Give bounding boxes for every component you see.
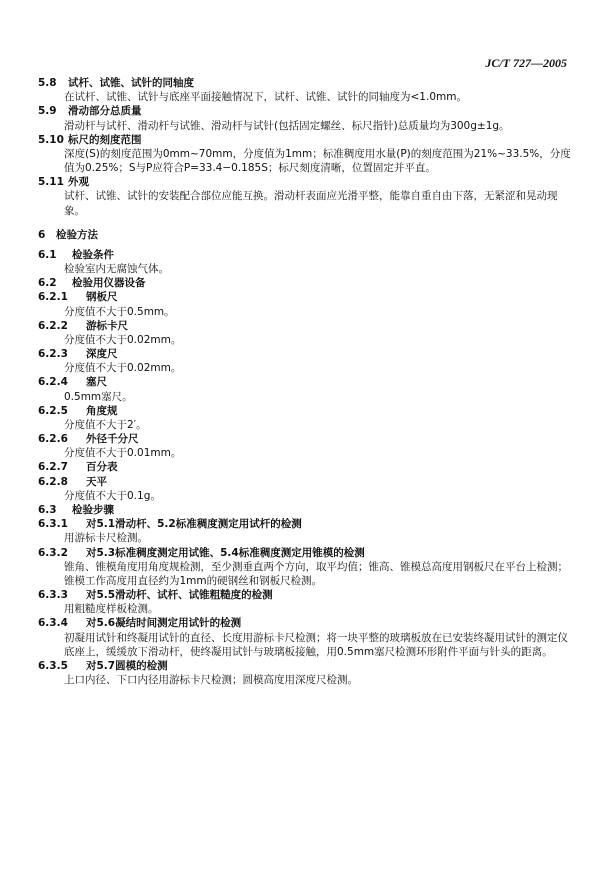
subsection-heading: 6.3.5 对5.7圆模的检测 (38, 659, 168, 672)
subsection-heading: 6.3.3 对5.5滑动杆、试杆、试锥粗糙度的检测 (38, 589, 273, 602)
section-text: 分度值不大于0.1g。 (64, 489, 161, 502)
subsection-heading: 6.3.4 对5.6凝结时间测定用试针的检测 (38, 617, 242, 630)
subsection-heading: 6.2.5 角度规 (38, 404, 118, 417)
section-heading: 5.10 标尺的刻度范围 (38, 133, 142, 146)
section-heading: 6.1 检验条件 (38, 248, 114, 261)
section-heading: 5.9 滑动部分总质量 (38, 105, 142, 118)
section-text: 滑动杆与试杆、滑动杆与试锥、滑动杆与试针(包括固定螺丝、标尺指针)总质量均为300g±1g。 (64, 119, 510, 132)
subsection-heading: 6.2.2 游标卡尺 (38, 319, 128, 332)
section-heading: 6.2 检验用仪器设备 (38, 277, 146, 290)
section-text: 在试杆、试锥、试针与底座平面接触情况下，试杆、试锥、试针的同轴度为<1.0mm。 (64, 91, 467, 104)
section-heading: 5.8 试杆、试锥、试针的同轴度 (38, 77, 194, 89)
section-text: 试杆、试锥、试针的安装配合部位应能互换。滑动杆表面应光滑平整，能靠自重自由下落，无紧涩和晃动现象。 (64, 190, 558, 217)
section-text: 分度值不大于0.01mm。 (64, 447, 182, 460)
subsection-heading: 6.3.2 对5.3标准稠度测定用试锥、5.4标准稠度测定用锥模的检测 (38, 546, 365, 559)
section-text: 深度(S)的刻度范围为0mm~70mm，分度值为1mm；标准稠度用水量(P)的刻度范围为21%~33.5%，分度值为0.25%；S与P应符合P=33.4−0.185S；标尺刻度清晰，位置固定并平直。 (64, 147, 571, 175)
section-text: 0.5mm塞尺。 (64, 390, 133, 403)
subsection-heading: 6.2.7 百分表 (38, 461, 118, 474)
chapter-heading: 6 检验方法 (38, 228, 98, 241)
document-body (38, 76, 578, 687)
section-heading: 6.3 检验步骤 (38, 503, 114, 516)
subsection-heading: 6.2.6 外径千分尺 (38, 433, 139, 446)
section-text: 检验室内无腐蚀气体。 (64, 263, 169, 276)
section-text: 上口内径、下口内径用游标卡尺检测；圆模高度用深度尺检测。 (64, 674, 358, 687)
subsection-heading: 6.2.1 钢板尺 (38, 291, 118, 304)
section-text: 分度值不大于0.02mm。 (64, 362, 182, 375)
section-text: 锥角、锥模角度用角度规检测，至少测垂直两个方向，取平均值；锥高、锥模总高度用钢板尺在平台上检测；锥模工作高度用直径约为1mm的硬钢丝和钢板尺检测。 (64, 560, 568, 587)
section-text: 初凝用试针和终凝用试针的直径、长度用游标卡尺检测；将一块平整的玻璃板放在已安装终凝用试针的测定仪底座上，缓缓放下滑动杆，使终凝用试针与玻璃板接触，用0.5mm塞尺检测环形附件平面与针头的距离。 (64, 631, 568, 658)
section-text: 分度值不大于0.5mm。 (64, 305, 175, 318)
subsection-heading: 6.2.4 塞尺 (38, 376, 107, 389)
section-heading: 5.11 外观 (38, 176, 89, 189)
subsection-heading: 6.2.8 天平 (38, 475, 107, 488)
standard-code: JC/T 727—2005 (485, 56, 567, 70)
section-text: 分度值不大于2′。 (64, 418, 147, 431)
subsection-heading: 6.3.1 对5.1滑动杆、5.2标准稠度测定用试杆的检测 (38, 518, 302, 531)
subsection-heading: 6.2.3 深度尺 (38, 348, 118, 361)
section-text: 用游标卡尺检测。 (64, 532, 148, 545)
section-text: 用粗糙度样板检测。 (64, 603, 159, 616)
section-text: 分度值不大于0.02mm。 (64, 333, 182, 346)
